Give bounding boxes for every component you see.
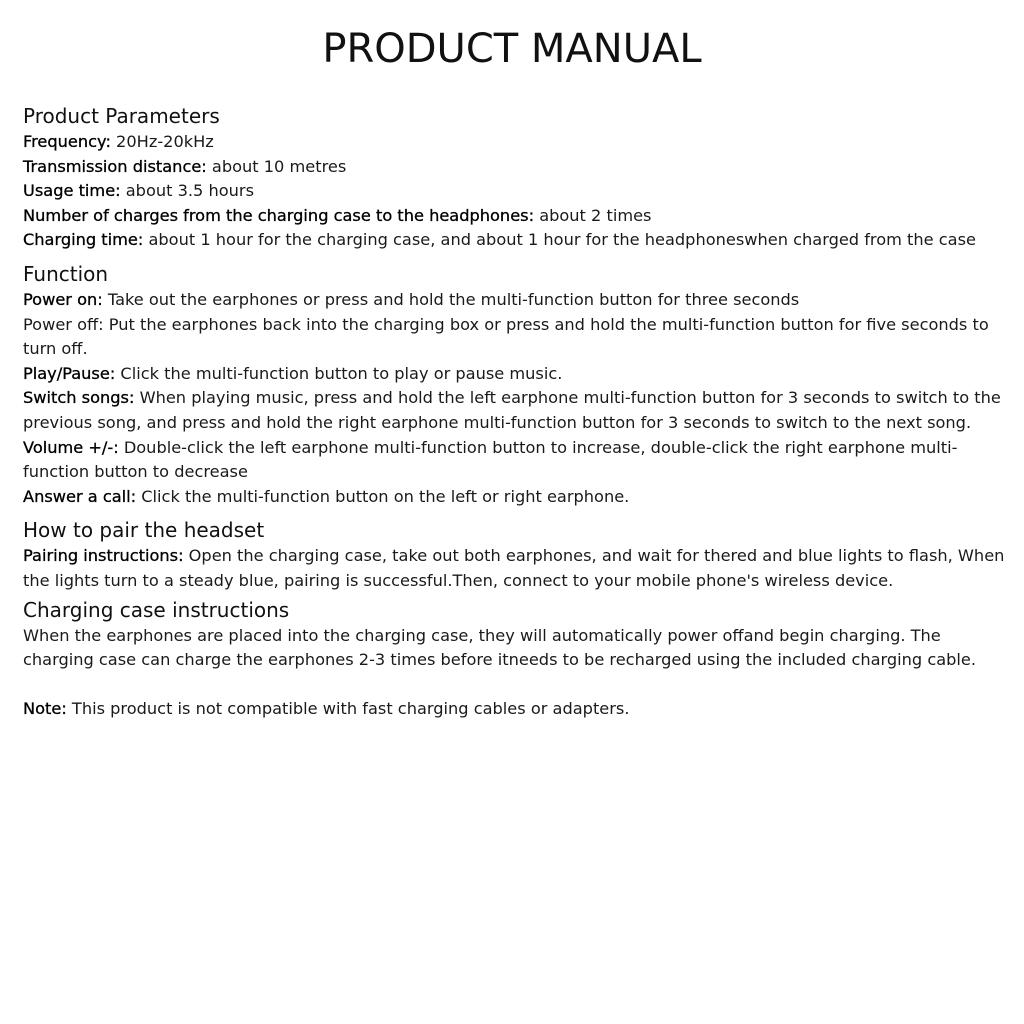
pairing-heading: How to pair the headset bbox=[23, 518, 265, 543]
charges-line bbox=[23, 204, 1008, 229]
manual-content bbox=[23, 103, 1008, 722]
answer-call-label: Answer a call: bbox=[23, 486, 137, 506]
note-value: This product is not compatible with fast charging cables or adapters. bbox=[66, 699, 630, 719]
charging-case-section bbox=[23, 597, 1008, 673]
charging-time-value: about 1 hour for the charging case, and about 1 hour for the headphoneswhen charged from the case bbox=[143, 230, 976, 250]
distance-line bbox=[23, 155, 1008, 180]
power-on-line bbox=[23, 288, 1008, 313]
frequency-line bbox=[23, 130, 1008, 155]
power-on-value: Take out the earphones or press and hold the multi-function button for three seconds bbox=[102, 289, 800, 309]
charging-time-label: Charging time: bbox=[23, 230, 144, 250]
answer-call-line bbox=[23, 485, 1008, 510]
power-on-label: Power on: bbox=[23, 289, 103, 309]
function-section bbox=[23, 261, 1008, 509]
distance-value: about 10 metres bbox=[206, 156, 347, 176]
pairing-section bbox=[23, 517, 1008, 593]
note-label: Note: bbox=[23, 699, 67, 719]
charging-time-line bbox=[23, 228, 1008, 253]
play-pause-line bbox=[23, 362, 1008, 387]
distance-label: Transmission distance: bbox=[23, 156, 207, 176]
charging-case-text: When the earphones are placed into the charging case, they will automatically power offand begin charging. The charging case can charge the earphones 2-3 times before itneeds to be recharged using the included charging cable. bbox=[23, 625, 977, 670]
charging-case-heading: Charging case instructions bbox=[23, 597, 290, 622]
answer-call-value: Click the multi-function button on the left or right earphone. bbox=[136, 486, 630, 506]
play-pause-value: Click the multi-function button to play or pause music. bbox=[115, 363, 563, 383]
usage-time-value: about 3.5 hours bbox=[120, 181, 255, 201]
usage-time-line bbox=[23, 179, 1008, 204]
volume-value: Double-click the left earphone multi-function button to increase, double-click the right earphone multi-function button to decrease bbox=[23, 437, 958, 482]
product-parameters-section bbox=[23, 103, 1008, 253]
product-parameters-heading: Product Parameters bbox=[23, 104, 220, 128]
power-off-line: Power off: Put the earphones back into the charging box or press and hold the multi-function button for five seconds to turn off. bbox=[23, 314, 989, 359]
frequency-value: 20Hz-20kHz bbox=[110, 132, 214, 151]
page-title: PRODUCT MANUAL bbox=[322, 26, 702, 72]
charges-label: Number of charges from the charging case to the headphones: bbox=[23, 205, 535, 225]
charges-value: about 2 times bbox=[534, 205, 652, 225]
function-heading: Function bbox=[23, 261, 109, 286]
pairing-instructions-line bbox=[23, 544, 1008, 593]
play-pause-label: Play/Pause: bbox=[23, 363, 116, 383]
frequency-label: Frequency: bbox=[23, 132, 111, 151]
volume-label: Volume +/-: bbox=[23, 437, 119, 457]
volume-line bbox=[23, 436, 1008, 485]
switch-songs-label: Switch songs: bbox=[23, 388, 135, 408]
note-line bbox=[23, 697, 1008, 722]
pairing-instructions-value: Open the charging case, take out both earphones, and wait for thered and blue lights to flash, When the lights turn to a steady blue, pairing is successful.Then, connect to your mobile phone's wireless device. bbox=[23, 546, 1005, 590]
switch-songs-line bbox=[23, 386, 1008, 435]
switch-songs-value: When playing music, press and hold the left earphone multi-function button for 3 seconds to switch to the previous song, and press and hold the right earphone multi-function button for 3 seconds to switch to the next song. bbox=[23, 388, 1001, 432]
pairing-instructions-label: Pairing instructions: bbox=[23, 546, 184, 566]
usage-time-label: Usage time: bbox=[23, 181, 121, 201]
